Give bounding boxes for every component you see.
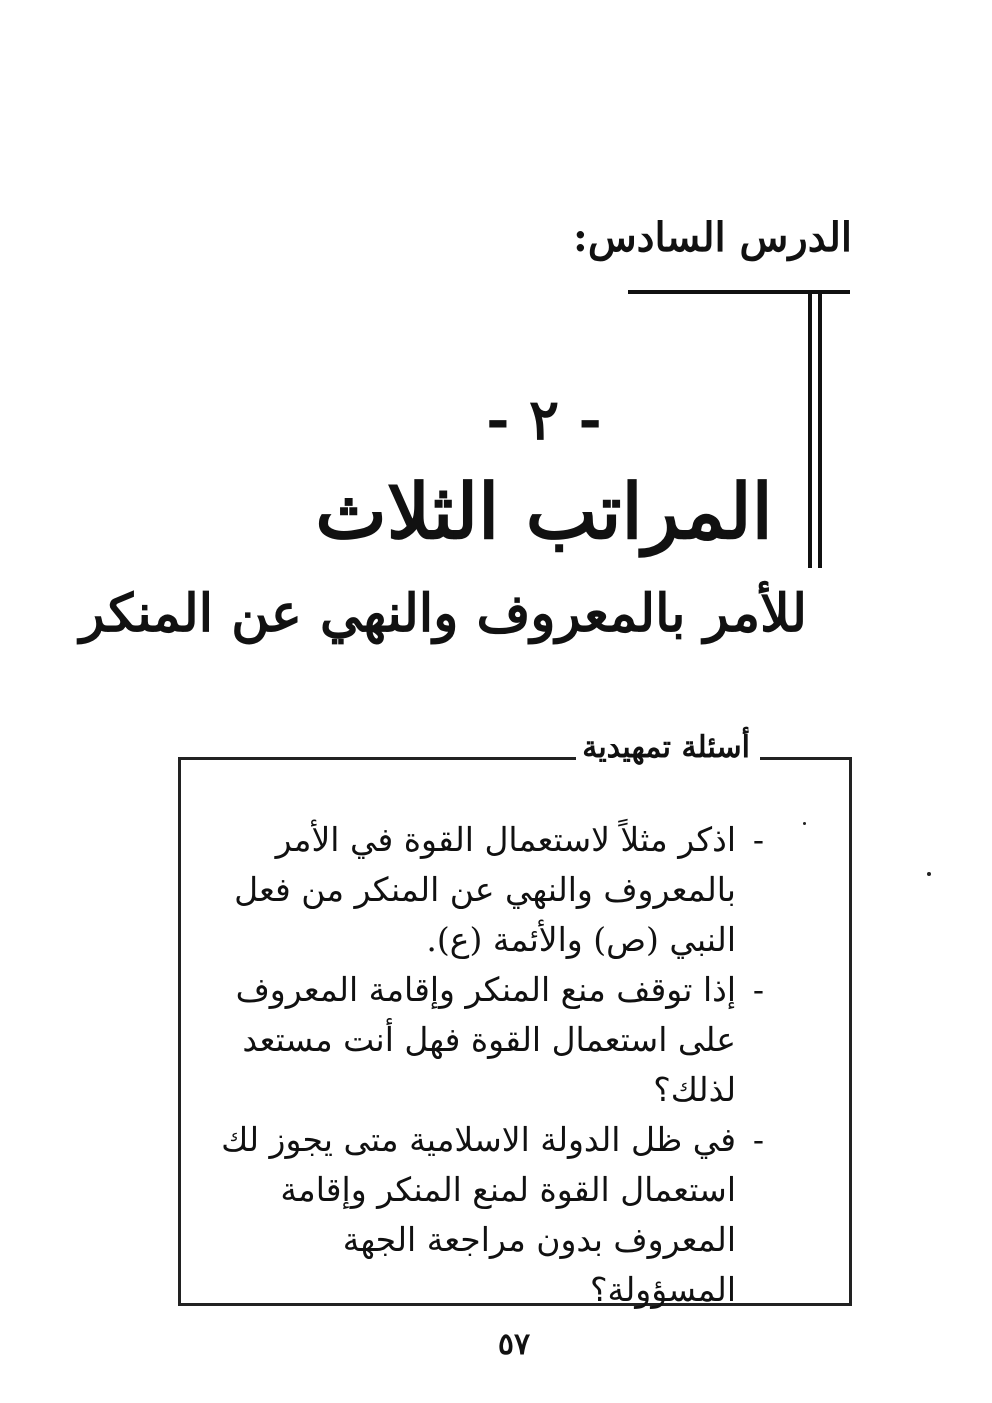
question-item [204,815,764,965]
lesson-subtitle: للأمر بالمعروف والنهي عن المنكر [79,583,807,644]
title-frame-rule [628,290,850,294]
question-bullet: - [752,820,764,859]
lesson-label: الدرس السادس: [573,214,852,261]
scan-speck [927,872,931,876]
question-bullet: - [752,970,764,1009]
question-text: في ظل الدولة الاسلامية متى يجوز لك استعمال القوة لمنع المنكر وإقامة المعروف بدون مراجعة الجهة المسؤولة؟ [221,1120,736,1309]
questions-box-top-border-left [178,757,576,760]
question-item [204,965,764,1115]
questions-list [204,815,764,1315]
question-bullet: - [752,1120,764,1159]
question-text: إذا توقف منع المنكر وإقامة المعروف على استعمال القوة فهل أنت مستعد لذلك؟ [235,970,736,1109]
page-number: ٥٧ [497,1327,531,1362]
lesson-title: المراتب الثلاث [315,467,773,556]
questions-box-top-border-right [760,757,852,760]
question-item [204,1115,764,1315]
lesson-number: - ٢ - [486,387,602,453]
scan-speck [803,822,806,825]
question-text: اذكر مثلاً لاستعمال القوة في الأمر بالمعروف والنهي عن المنكر من فعل النبي (ص) والأئمة (ع). [234,820,736,959]
questions-box-legend: أسئلة تمهيدية [582,730,750,765]
